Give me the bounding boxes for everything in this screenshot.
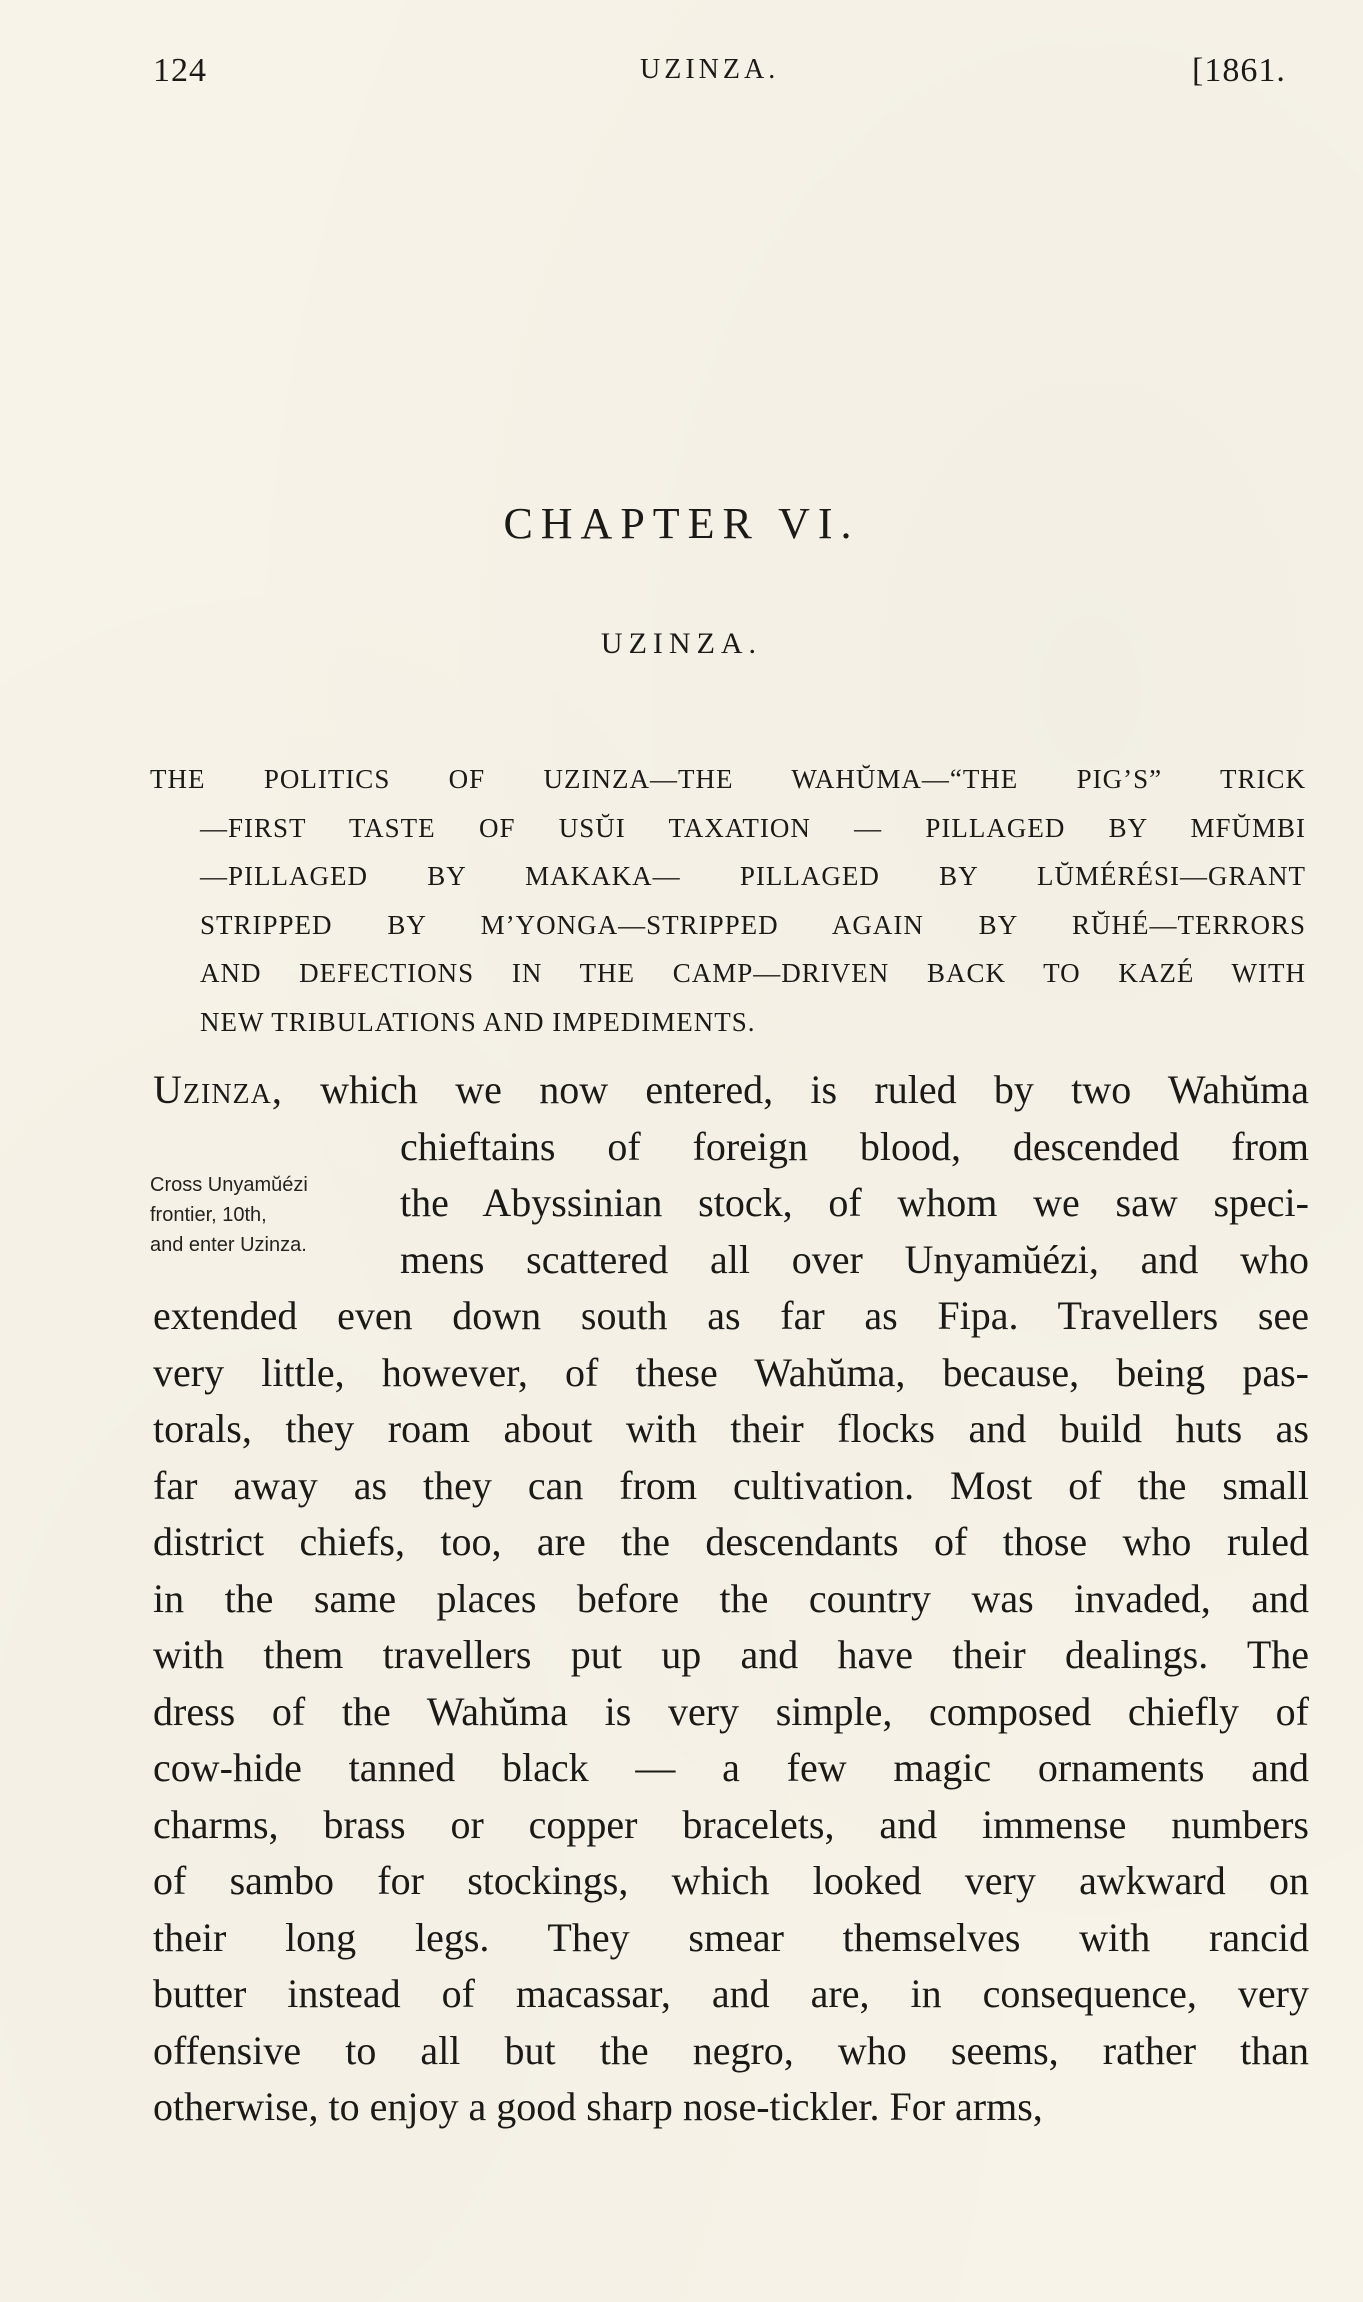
summary-line: STRIPPED BY M’YONGA—STRIPPED AGAIN BY RŬHÉ—TERRORS [200,909,1306,940]
body-line: in the same places before the country was invaded, and [153,1575,1309,1621]
body-line: the Abyssinian stock, of whom we saw speci- [400,1180,1309,1225]
running-head: UZINZA. [640,54,780,85]
summary-line: NEW TRIBULATIONS AND IMPEDIMENTS. [200,1006,756,1037]
body-line: far away as they can from cultivation. Most of the small [153,1462,1309,1508]
body-line [153,1062,1309,1119]
summary-line: —PILLAGED BY MAKAKA— PILLAGED BY LŬMÉRÉSI—GRANT [200,861,1306,891]
body-line: charms, brass or copper bracelets, and immense numbers [153,1801,1309,1847]
chapter-title: CHAPTER VI. [503,499,860,548]
margin-note-line: Cross Unyamŭézi [150,1174,308,1196]
body-line: of sambo for stockings, which looked very awkward on [153,1858,1309,1903]
body-line: torals, they roam about with their flocks and build huts as [153,1406,1309,1451]
body-line: butter instead of macassar, and are, in consequence, very [153,1971,1309,2016]
body-line: very little, however, of these Wahŭma, because, being pas- [153,1349,1309,1395]
body-line: chieftains of foreign blood, descended from [400,1123,1309,1169]
summary-line: —FIRST TASTE OF USŬI TAXATION — PILLAGED BY MFŬMBI [200,812,1306,843]
opening-word: Uzinza, [153,1067,283,1112]
body-line: extended even down south as far as Fipa. Travellers see [153,1293,1309,1338]
chapter-subtitle: UZINZA. [600,627,763,660]
summary-line: THE POLITICS OF UZINZA—THE WAHŬMA—“THE PIG’S” TRICK [150,764,1306,794]
chapter-summary [150,755,1306,1046]
page-year: [1861. [1192,52,1286,89]
body-line: cow-hide tanned black — a few magic ornaments and [153,1745,1309,1790]
summary-line: AND DEFECTIONS IN THE CAMP—DRIVEN BACK TO KAZÉ WITH [200,958,1306,988]
body-line: with them travellers put up and have their dealings. The [153,1632,1309,1677]
page-number: 124 [153,52,207,89]
margin-note-line: frontier, 10th, [150,1204,267,1226]
body-line: offensive to all but the negro, who seems, rather than [153,2027,1309,2073]
body-line: dress of the Wahŭma is very simple, composed chiefly of [153,1688,1309,1734]
body-line: otherwise, to enjoy a good sharp nose-tickler. For arms, [153,2084,1043,2129]
body-line: mens scattered all over Unyamŭézi, and who [400,1236,1309,1282]
body-line: district chiefs, too, are the descendants of those who ruled [153,1519,1309,1564]
margin-note-line: and enter Uzinza. [150,1234,307,1256]
body-paragraph [153,1062,1309,2136]
body-line-text: which we now entered, is ruled by two Wahŭma [282,1067,1309,1112]
body-line: their long legs. They smear themselves with rancid [153,1914,1309,1960]
page-header [0,52,1363,112]
